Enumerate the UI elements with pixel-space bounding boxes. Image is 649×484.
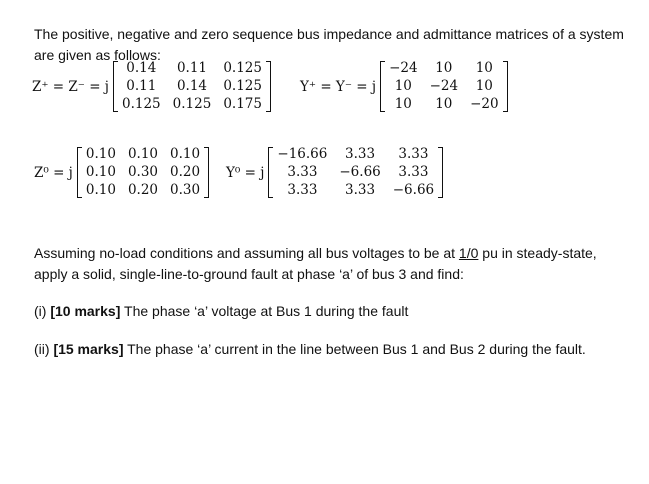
question-number: (i) [34, 303, 47, 319]
matrix-cell: 0.11 [126, 78, 157, 94]
matrix-cell: 3.33 [345, 146, 376, 162]
matrix-cell: 0.10 [85, 146, 116, 162]
matrix-grid [273, 146, 438, 199]
matrix-cell: 0.175 [223, 96, 262, 112]
matrix-cell: −6.66 [339, 164, 381, 180]
question-number: (ii) [34, 341, 50, 357]
matrix-cell: 0.20 [127, 182, 158, 198]
matrix-grid [118, 60, 266, 113]
question-text: The phase ‘a’ voltage at Bus 1 during the fault [124, 303, 409, 319]
matrix-cell: 0.14 [176, 78, 208, 94]
y-zero-label: Y⁰ = j [226, 164, 265, 181]
matrix-cell: −24 [429, 78, 459, 94]
matrix-cell: 3.33 [398, 146, 429, 162]
matrix-grid [385, 60, 503, 113]
matrix-cell: 0.125 [223, 60, 262, 76]
matrix-cell: −24 [389, 60, 418, 76]
matrix-cell: 10 [475, 78, 493, 94]
assumption-text-after: pu in steady-state, apply a solid, single-line-to-ground fault at phase ‘a’ of bus 3 and find: [34, 245, 597, 282]
right-bracket [266, 61, 271, 112]
assumption-text-before: Assuming no-load conditions and assuming all bus voltages to be at [34, 245, 459, 261]
matrix-cell: 10 [394, 78, 412, 94]
matrix-cell: 0.30 [170, 182, 201, 198]
y-zero-matrix [226, 146, 443, 199]
y-positive-label: Y⁺ = Y⁻ = j [300, 78, 377, 95]
matrix-cell: −6.66 [392, 182, 435, 198]
matrix-cell: 3.33 [398, 164, 429, 180]
matrix-cell: 10 [435, 96, 453, 112]
matrix-cell: 10 [435, 60, 453, 76]
z-zero-matrix [34, 146, 209, 199]
matrix-cell: 0.20 [170, 164, 201, 180]
right-bracket [503, 61, 508, 112]
z-positive-label: Z⁺ = Z⁻ = j [32, 78, 109, 95]
matrix-cell: 0.10 [127, 146, 158, 162]
matrix-cell: 0.11 [176, 60, 208, 76]
z-zero-label: Z⁰ = j [34, 164, 73, 181]
question-1 [34, 301, 634, 322]
question-marks: [10 marks] [50, 303, 121, 319]
matrix-grid [82, 146, 204, 199]
intro-paragraph: The positive, negative and zero sequence bus impedance and admittance matrices of a system are given as follows: [34, 26, 624, 63]
matrix-cell: 0.14 [126, 60, 157, 76]
question-marks: [15 marks] [53, 341, 124, 357]
matrix-cell: 0.125 [122, 96, 161, 112]
matrix-cell: 10 [394, 96, 412, 112]
z-positive-matrix [32, 60, 271, 113]
matrix-cell: 0.10 [170, 146, 201, 162]
matrix-cell: 0.125 [223, 78, 262, 94]
question-text: The phase ‘a’ current in the line between Bus 1 and Bus 2 during the fault. [127, 341, 586, 357]
matrix-cell: 3.33 [287, 164, 318, 180]
matrix-cell: −20 [470, 96, 499, 112]
matrix-cell: −16.66 [277, 146, 328, 162]
matrix-cell: 0.30 [127, 164, 158, 180]
matrix-cell: 10 [475, 60, 493, 76]
matrix-cell: 3.33 [345, 182, 376, 198]
assumption-paragraph [34, 243, 634, 285]
y-positive-matrix [300, 60, 508, 113]
right-bracket [438, 147, 443, 198]
right-bracket [204, 147, 209, 198]
bus-voltage-value: 1/0 [458, 245, 479, 261]
matrix-cell: 0.10 [85, 164, 116, 180]
matrix-cell: 3.33 [287, 182, 318, 198]
matrix-cell: 0.10 [85, 182, 116, 198]
matrix-cell: 0.125 [172, 96, 212, 112]
question-2 [34, 339, 634, 360]
